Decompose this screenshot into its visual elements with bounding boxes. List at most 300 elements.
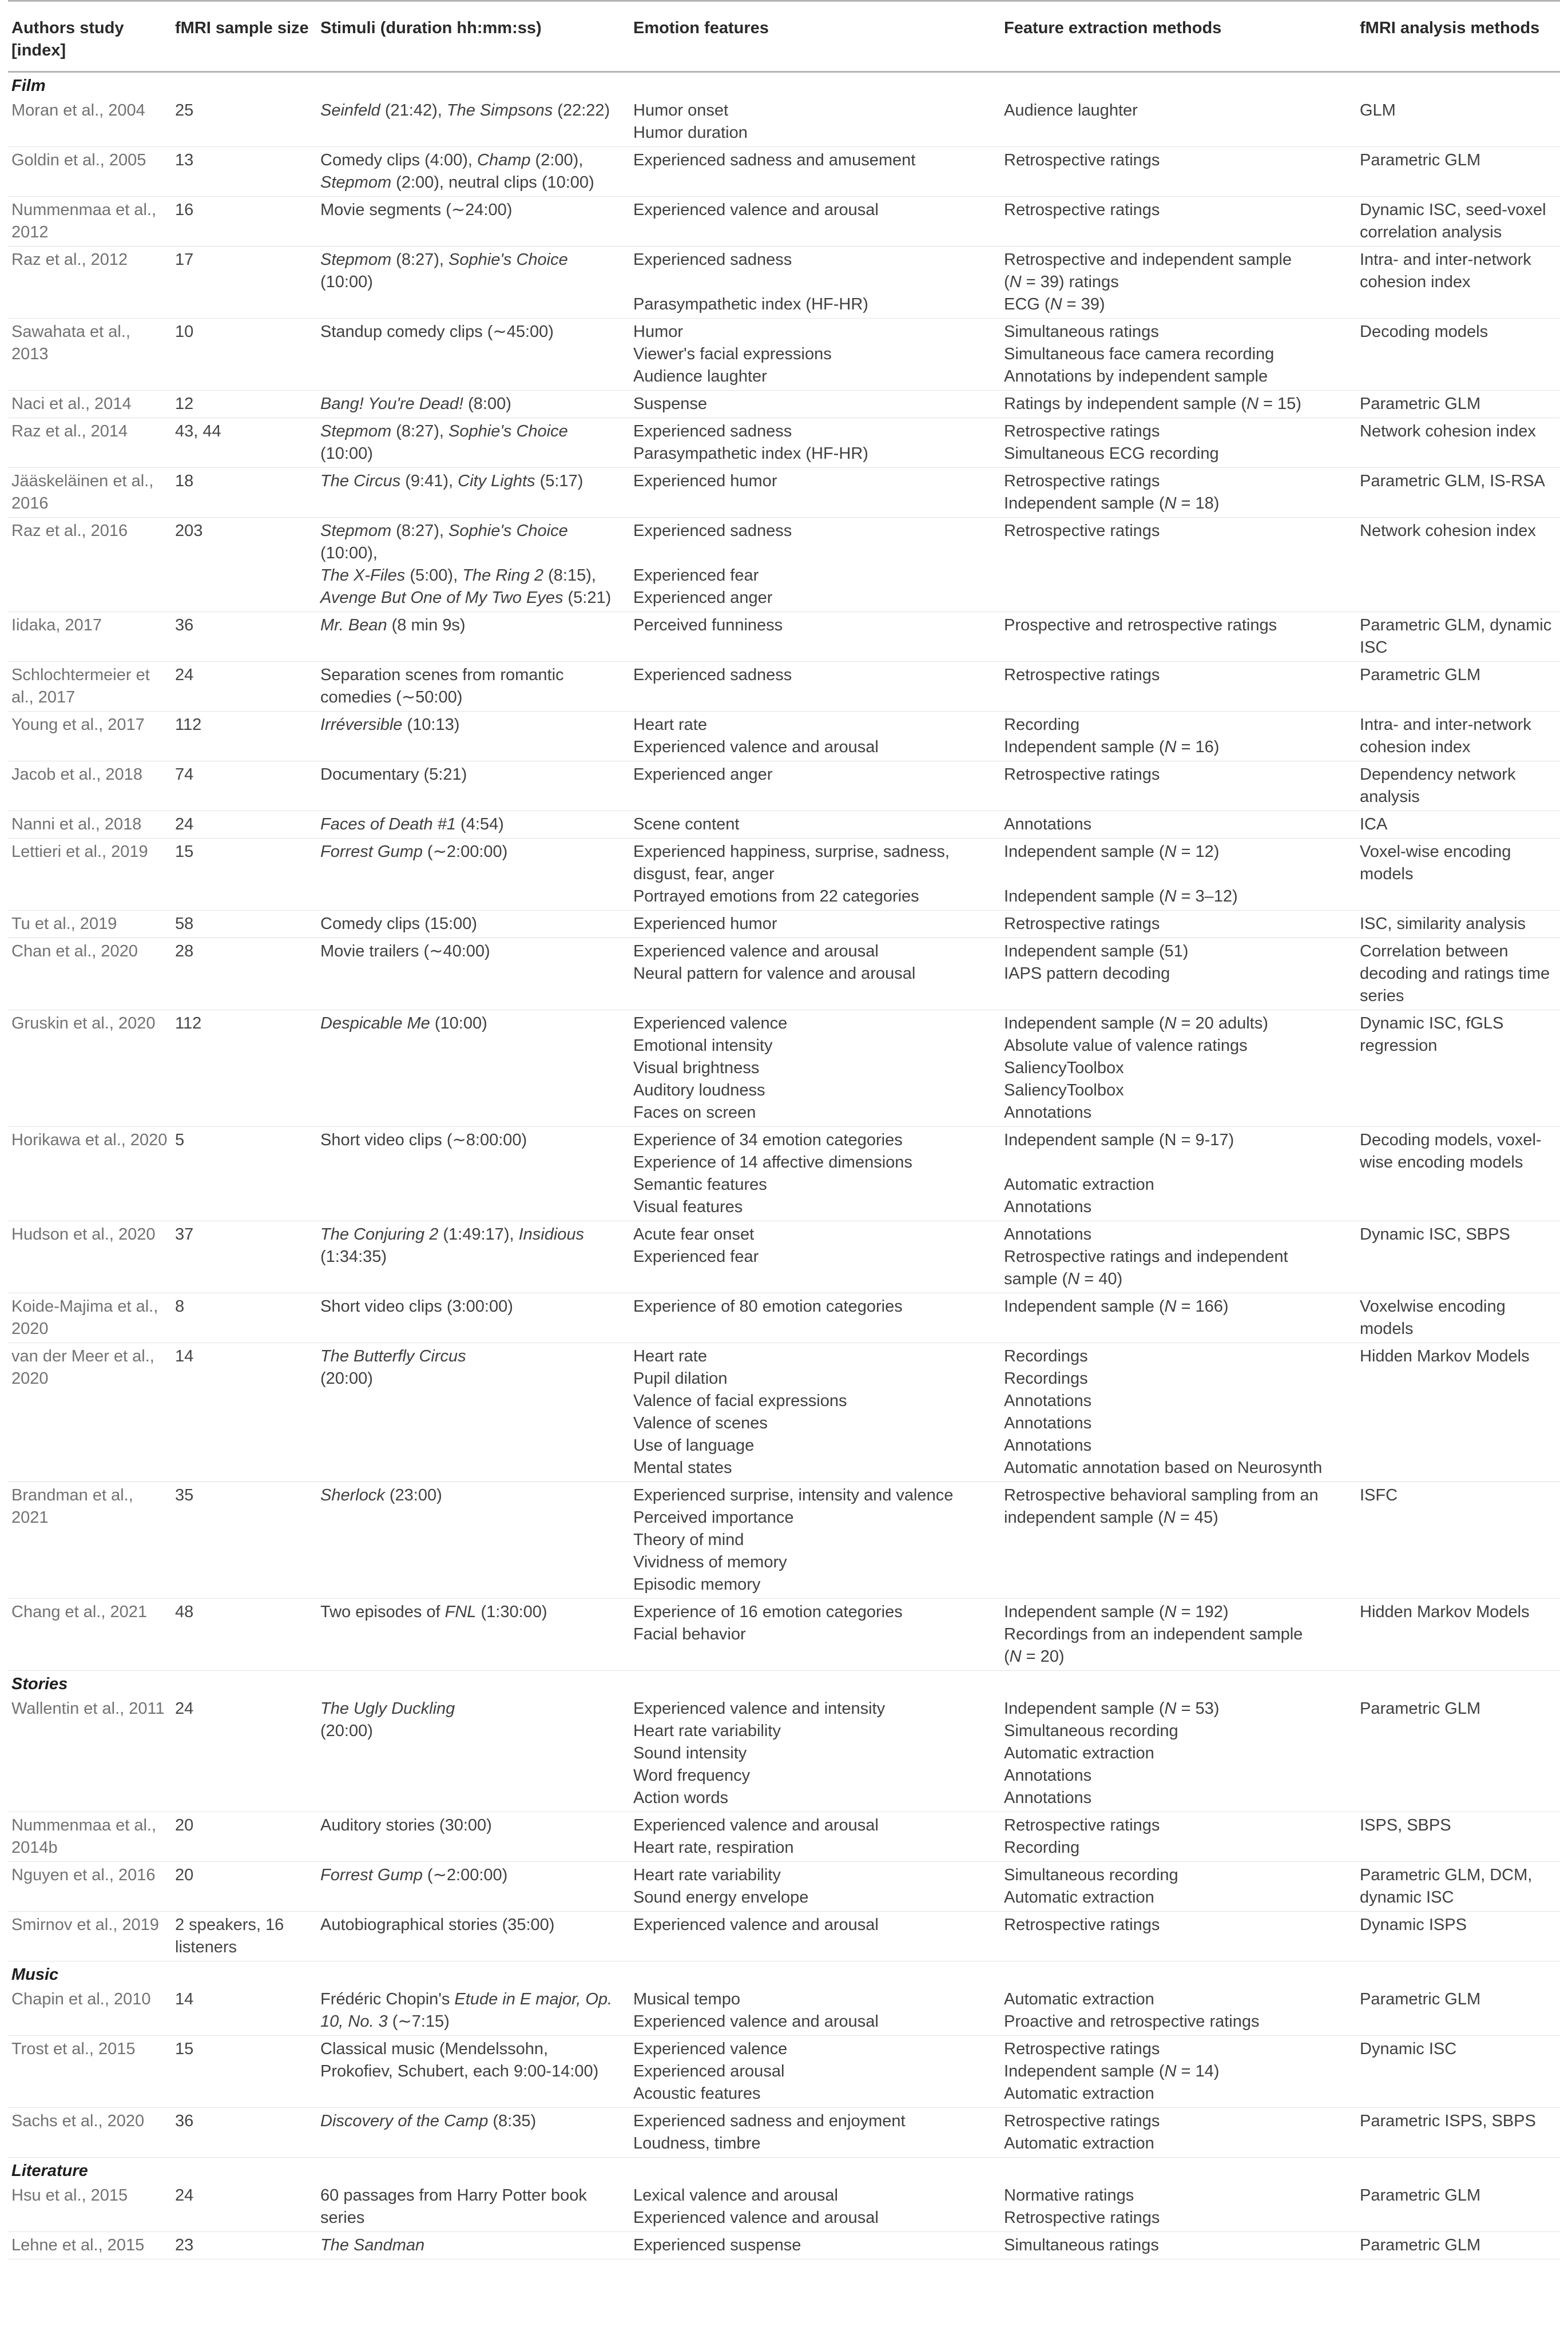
method-text: Retrospective ratings [1004,2040,1160,2058]
method-text: = 39) [1062,295,1105,313]
sample-size-cell: 43, 44 [172,418,317,468]
table-row [8,2108,1560,2158]
stimuli-text: Movie segments (∼24:00) [320,201,513,219]
feature-line: Experience of 34 emotion categories [633,1131,903,1149]
emotion-features-cell [630,468,1001,518]
emotion-features-cell [630,1343,1001,1482]
method-line: Simultaneous face camera recording [1004,345,1275,363]
feature-line: Experienced valence and arousal [633,942,879,960]
analysis-methods-cell: Hidden Markov Models [1356,1599,1560,1671]
author-cell: Raz et al., 2012 [8,247,172,319]
analysis-methods-cell: Parametric GLM [1356,2232,1560,2259]
table-row [8,1912,1560,1961]
table-row [8,2232,1560,2259]
table-row [8,468,1560,518]
stimuli-text: Short video clips (∼8:00:00) [320,1131,527,1149]
method-line: Audience laughter [1004,101,1138,120]
stimuli-line [320,714,628,736]
feature-line: Episodic memory [633,1575,761,1594]
extraction-methods-cell [1001,761,1356,811]
feature-line: Semantic features [633,1176,767,1194]
analysis-methods-cell: Parametric GLM [1356,662,1560,712]
sample-size-cell: 25 [172,97,317,147]
stimuli-cell [317,1599,630,1671]
method-text: Recording [1004,716,1080,734]
method-text: Automatic extraction [1004,1744,1154,1762]
table-row [8,1343,1560,1482]
emotion-features-cell [630,1812,1001,1862]
stimuli-text: (2:00), neutral clips (10:00) [391,173,594,192]
stimuli-cell [317,1862,630,1912]
author-cell: Hudson et al., 2020 [8,1221,172,1293]
author-cell: Trost et al., 2015 [8,2036,172,2108]
stimuli-line [320,520,628,542]
feature-line: Experienced valence and intensity [633,1699,886,1718]
feature-line: Experience of 80 emotion categories [633,1297,903,1316]
extraction-methods-cell [1001,391,1356,418]
emotion-features-cell [630,319,1001,391]
author-cell: Lehne et al., 2015 [8,2232,172,2259]
method-line [1004,2038,1354,2060]
stimuli-line [320,1988,628,2011]
analysis-methods-cell: Hidden Markov Models [1356,1343,1560,1482]
stimuli-text: Bang! You're Dead! [320,395,464,413]
analysis-methods-cell: Parametric GLM [1356,2182,1560,2232]
stimuli-text: Sophie's Choice [448,422,568,440]
method-line: Recordings [1004,1347,1088,1365]
feature-line: Humor onset [633,101,729,120]
feature-line: Experienced fear [633,566,759,585]
emotion-features-cell [630,1221,1001,1293]
stimuli-line [320,1246,628,1268]
method-text: sample ( [1004,1270,1068,1288]
author-cell: Nanni et al., 2018 [8,811,172,839]
sample-size-cell: 74 [172,761,317,811]
stimuli-text: The Simpsons [446,101,553,120]
emotion-features-cell [630,911,1001,938]
stimuli-line [320,1814,628,1837]
feature-line: Word frequency [633,1766,751,1785]
feature-line: Emotional intensity [633,1037,773,1055]
stimuli-text: The Butterfly Circus [320,1347,466,1365]
feature-line: Neural pattern for valence and arousal [633,964,916,983]
feature-line: Valence of scenes [633,1414,768,1432]
emotion-features-cell [630,662,1001,712]
stimuli-text: (10:00), [320,544,378,562]
stimuli-text: (23:00) [384,1486,442,1504]
section-row [8,1961,1560,1987]
sample-size-cell: 58 [172,911,317,938]
author-cell: Young et al., 2017 [8,712,172,761]
table-row [8,1599,1560,1671]
stimuli-text: Standup comedy clips (∼45:00) [320,323,554,341]
stimuli-text: Two episodes of [320,1603,445,1621]
sample-size-cell: 48 [172,1599,317,1671]
method-text: N [1164,1297,1177,1316]
table-row [8,518,1560,612]
stimuli-text: Frédéric Chopin's [320,1990,455,2008]
method-line: IAPS pattern decoding [1004,964,1170,983]
table-row [8,319,1560,391]
method-text: Independent sample ( [1004,738,1165,756]
stimuli-text: Avenge But One of My Two Eyes [320,589,563,607]
stimuli-text: The Conjuring 2 [320,1225,439,1244]
table-row [8,418,1560,468]
feature-line: Experienced arousal [633,2062,785,2080]
stimuli-cell [317,2036,630,2108]
emotion-features-cell [630,839,1001,911]
stimuli-line [320,470,628,493]
stimuli-line [320,271,628,293]
feature-line: Experienced valence and arousal [633,738,879,756]
method-text: N [1164,1014,1177,1033]
stimuli-line [320,686,628,709]
stimuli-text: (8:00) [463,395,511,413]
stimuli-cell [317,468,630,518]
author-cell: Nummenmaa et al., 2014b [8,1812,172,1862]
stimuli-cell [317,2182,630,2232]
method-line [1004,1698,1354,1720]
table-row [8,1010,1560,1127]
stimuli-text: Irréversible [320,716,403,734]
stimuli-line [320,565,628,587]
stimuli-text: Etude in E major, Op. [454,1990,613,2008]
stimuli-line [320,1720,628,1742]
header-stimuli: Stimuli (duration hh:mm:ss) [317,1,630,72]
method-line: Normative ratings [1004,2186,1134,2205]
feature-line: Musical tempo [633,1990,740,2008]
method-line: Retrospective ratings [1004,522,1160,540]
stimuli-text: (10:00) [320,273,373,291]
author-cell: Gruskin et al., 2020 [8,1010,172,1127]
feature-line: Experienced valence and arousal [633,1916,879,1934]
extraction-methods-cell [1001,911,1356,938]
stimuli-line [320,2060,628,2083]
author-cell: Chan et al., 2020 [8,938,172,1010]
stimuli-line [320,940,628,963]
analysis-methods-cell: Intra- and inter-network cohesion index [1356,712,1560,761]
feature-line: Experienced valence and arousal [633,2012,879,2031]
feature-line: Viewer's facial expressions [633,345,832,363]
emotion-features-cell [630,2182,1001,2232]
table-body [8,72,1560,2259]
stimuli-text: Champ [477,151,531,169]
extraction-methods-cell [1001,1343,1356,1482]
feature-line [633,542,998,565]
method-text: Annotations [1004,1766,1092,1785]
stimuli-text: Comedy clips (4:00), [320,151,477,169]
method-text: = 20 adults) [1176,1014,1268,1033]
table-row [8,1127,1560,1221]
analysis-methods-cell: GLM [1356,97,1560,147]
method-line [1004,2060,1354,2083]
feature-line: Experienced anger [633,589,773,607]
feature-line: Visual brightness [633,1059,760,1077]
method-line: Prospective and retrospective ratings [1004,616,1277,634]
author-cell: Chang et al., 2021 [8,1599,172,1671]
author-cell: Koide-Majima et al., 2020 [8,1293,172,1343]
method-text: Independent sample ( [1004,843,1165,861]
stimuli-cell [317,247,630,319]
extraction-methods-cell [1001,839,1356,911]
stimuli-text: (5:21) [563,589,612,607]
stimuli-cell [317,2108,630,2158]
method-text: N [1050,295,1062,313]
extraction-methods-cell [1001,1599,1356,1671]
stimuli-text: Prokofiev, Schubert, each 9:00-14:00) [320,2062,599,2080]
extraction-methods-cell [1001,418,1356,468]
stimuli-text: Forrest Gump [320,1866,423,1884]
method-text: SaliencyToolbox [1004,1059,1124,1077]
method-line [1004,393,1354,415]
feature-line: Experienced humor [633,915,777,933]
extraction-methods-cell [1001,612,1356,662]
stimuli-text: The Ugly Duckling [320,1699,455,1718]
stimuli-text: Faces of Death #1 [320,815,456,833]
stimuli-line [320,2234,628,2257]
stimuli-text: (1:30:00) [476,1603,547,1621]
sample-size-cell: 14 [172,1986,317,2036]
author-cell: Lettieri et al., 2019 [8,839,172,911]
method-line: Retrospective ratings [1004,1816,1160,1834]
method-line: Recordings [1004,1369,1088,1388]
sample-size-cell: 24 [172,662,317,712]
stimuli-cell [317,1912,630,1961]
stimuli-text: (2:00), [530,151,583,169]
stimuli-text: (8:15), [543,566,596,585]
stimuli-line [320,1864,628,1887]
method-line: Annotations by independent sample [1004,367,1268,386]
stimuli-text: Auditory stories (30:00) [320,1816,492,1834]
stimuli-line [320,443,628,465]
analysis-methods-cell: Network cohesion index [1356,518,1560,612]
emotion-features-cell [630,1482,1001,1599]
method-line [1004,271,1354,293]
method-line [1004,1246,1354,1268]
extraction-methods-cell [1001,712,1356,761]
method-text: N [1009,273,1022,291]
header-sample-size: fMRI sample size [172,1,317,72]
feature-line: Heart rate variability [633,1722,781,1740]
table-row [8,1293,1560,1343]
method-line [1004,493,1354,515]
emotion-features-cell [630,2232,1001,2259]
sample-size-cell: 24 [172,811,317,839]
method-text: N [1164,494,1177,513]
stimuli-text: (10:13) [402,716,460,734]
method-text: N [1164,738,1177,756]
stimuli-text: Mr. Bean [320,616,387,634]
stimuli-line [320,393,628,415]
stimuli-line [320,321,628,343]
feature-line: Experienced sadness [633,422,792,440]
stimuli-line [320,1368,628,1390]
sample-size-cell: 8 [172,1293,317,1343]
method-line [1004,1507,1354,1529]
analysis-methods-cell: Dynamic ISC, SBPS [1356,1221,1560,1293]
sample-size-cell: 13 [172,147,317,197]
method-text: N [1164,887,1177,906]
stimuli-line [320,1484,628,1507]
method-line [1004,1742,1354,1765]
sample-size-cell: 15 [172,2036,317,2108]
method-text: independent sample ( [1004,1508,1164,1527]
analysis-methods-cell: Parametric GLM, DCM, dynamic ISC [1356,1862,1560,1912]
stimuli-cell [317,761,630,811]
method-line: Independent sample (N = 9-17) [1004,1131,1234,1149]
stimuli-line [320,2185,628,2207]
extraction-methods-cell [1001,247,1356,319]
emotion-features-cell [630,1695,1001,1812]
sample-size-cell: 15 [172,839,317,911]
emotion-features-cell [630,2036,1001,2108]
method-text: Retrospective ratings and independent [1004,1248,1288,1266]
emotion-features-cell [630,761,1001,811]
feature-line: Portrayed emotions from 22 categories [633,887,919,906]
author-cell: Schlochtermeier et al., 2017 [8,662,172,712]
feature-line: Experienced valence [633,2040,788,2058]
extraction-methods-cell [1001,662,1356,712]
method-text: = 53) [1176,1699,1220,1718]
table-row [8,147,1560,197]
section-title: Literature [8,2158,1560,2183]
method-text: = 39) ratings [1021,273,1119,291]
emotion-features-cell [630,612,1001,662]
section-row [8,72,1560,98]
feature-line: Facial behavior [633,1625,746,1643]
stimuli-text: (20:00) [320,1722,373,1740]
stimuli-text: Movie trailers (∼40:00) [320,942,490,960]
author-cell: Naci et al., 2014 [8,391,172,418]
sample-size-cell: 10 [172,319,317,391]
stimuli-cell [317,1482,630,1599]
stimuli-text: Sophie's Choice [448,251,568,269]
feature-line: Experienced suspense [633,2236,801,2254]
stimuli-text: The Sandman [320,2236,425,2254]
extraction-methods-cell [1001,2232,1356,2259]
table-row [8,1221,1560,1293]
table-row [8,1812,1560,1862]
analysis-methods-cell: Parametric GLM, IS-RSA [1356,468,1560,518]
method-line: Retrospective ratings [1004,2209,1160,2227]
method-line: Simultaneous ratings [1004,323,1159,341]
feature-line: Experienced sadness and amusement [633,151,916,169]
emotion-features-cell [630,1127,1001,1221]
table-row [8,712,1560,761]
method-text: N [1009,1647,1022,1666]
method-line: Retrospective ratings [1004,422,1160,440]
method-line: Retrospective ratings [1004,915,1160,933]
method-text: = 18) [1176,494,1220,513]
stimuli-line [320,841,628,863]
table-row [8,938,1560,1010]
feature-line: Experienced humor [633,472,777,490]
method-line: Simultaneous ECG recording [1004,444,1219,463]
extraction-methods-cell [1001,2108,1356,2158]
feature-line: Experienced sadness [633,666,792,684]
feature-line: Experienced valence and arousal [633,1816,879,1834]
sample-size-cell: 24 [172,2182,317,2232]
method-line [1004,1057,1354,1079]
method-line: Retrospective ratings [1004,1916,1160,1934]
stimuli-line [320,2038,628,2060]
feature-line: Experienced sadness [633,251,792,269]
feature-line: Experienced sadness [633,522,792,540]
stimuli-text: City Lights [458,472,535,490]
method-text: Independent sample ( [1004,2062,1165,2080]
emotion-features-cell [630,1599,1001,1671]
author-cell: van der Meer et al., 2020 [8,1343,172,1482]
extraction-methods-cell [1001,1695,1356,1812]
method-line [1004,470,1354,493]
method-text: ( [1004,273,1010,291]
method-line: Retrospective ratings [1004,201,1160,219]
method-line: Annotations [1004,1414,1092,1432]
sample-size-cell: 5 [172,1127,317,1221]
extraction-methods-cell [1001,319,1356,391]
stimuli-text: (22:22) [553,101,610,120]
feature-line: Pupil dilation [633,1369,728,1388]
section-row [8,2158,1560,2183]
feature-line: Experienced valence and arousal [633,201,879,219]
stimuli-text: Discovery of the Camp [320,2112,489,2130]
analysis-methods-cell: Dynamic ISC, seed-voxel correlation analysis [1356,197,1560,247]
method-text: N [1164,1699,1177,1718]
stimuli-cell [317,811,630,839]
stimuli-line [320,249,628,271]
feature-line: Humor [633,323,684,341]
stimuli-cell [317,712,630,761]
stimuli-text: (21:42), [380,101,447,120]
extraction-methods-cell [1001,1010,1356,1127]
feature-line: Acoustic features [633,2084,761,2103]
stimuli-line [320,764,628,786]
method-text: Absolute value of valence ratings [1004,1037,1248,1055]
extraction-methods-cell [1001,1986,1356,2036]
author-cell: Raz et al., 2014 [8,418,172,468]
method-line [1004,714,1354,736]
emotion-features-cell [630,1010,1001,1127]
stimuli-line [320,1296,628,1318]
extraction-methods-cell [1001,97,1356,147]
stimuli-cell [317,1127,630,1221]
method-line [1004,1720,1354,1742]
author-cell: Nummenmaa et al., 2012 [8,197,172,247]
stimuli-text: (5:17) [535,472,583,490]
feature-line: Action words [633,1789,729,1807]
analysis-methods-cell: ISC, similarity analysis [1356,911,1560,938]
method-line [1004,1623,1354,1646]
method-line: Automatic extraction [1004,1888,1154,1907]
stimuli-cell [317,2232,630,2259]
stimuli-text: Stepmom [320,422,392,440]
stimuli-cell [317,612,630,662]
stimuli-cell [317,911,630,938]
method-text: Automatic extraction [1004,2084,1154,2103]
stimuli-line [320,913,628,935]
author-cell: Hsu et al., 2015 [8,2182,172,2232]
stimuli-cell [317,1812,630,1862]
stimuli-cell [317,1695,630,1812]
table-row [8,391,1560,418]
stimuli-cell [317,1010,630,1127]
stimuli-text: (5:00), [405,566,463,585]
method-line [1004,1012,1354,1035]
feature-line: Suspense [633,395,707,413]
stimuli-text: (8:27), [391,522,449,540]
method-text: = 12) [1176,843,1220,861]
method-line: Automatic extraction [1004,2134,1154,2153]
